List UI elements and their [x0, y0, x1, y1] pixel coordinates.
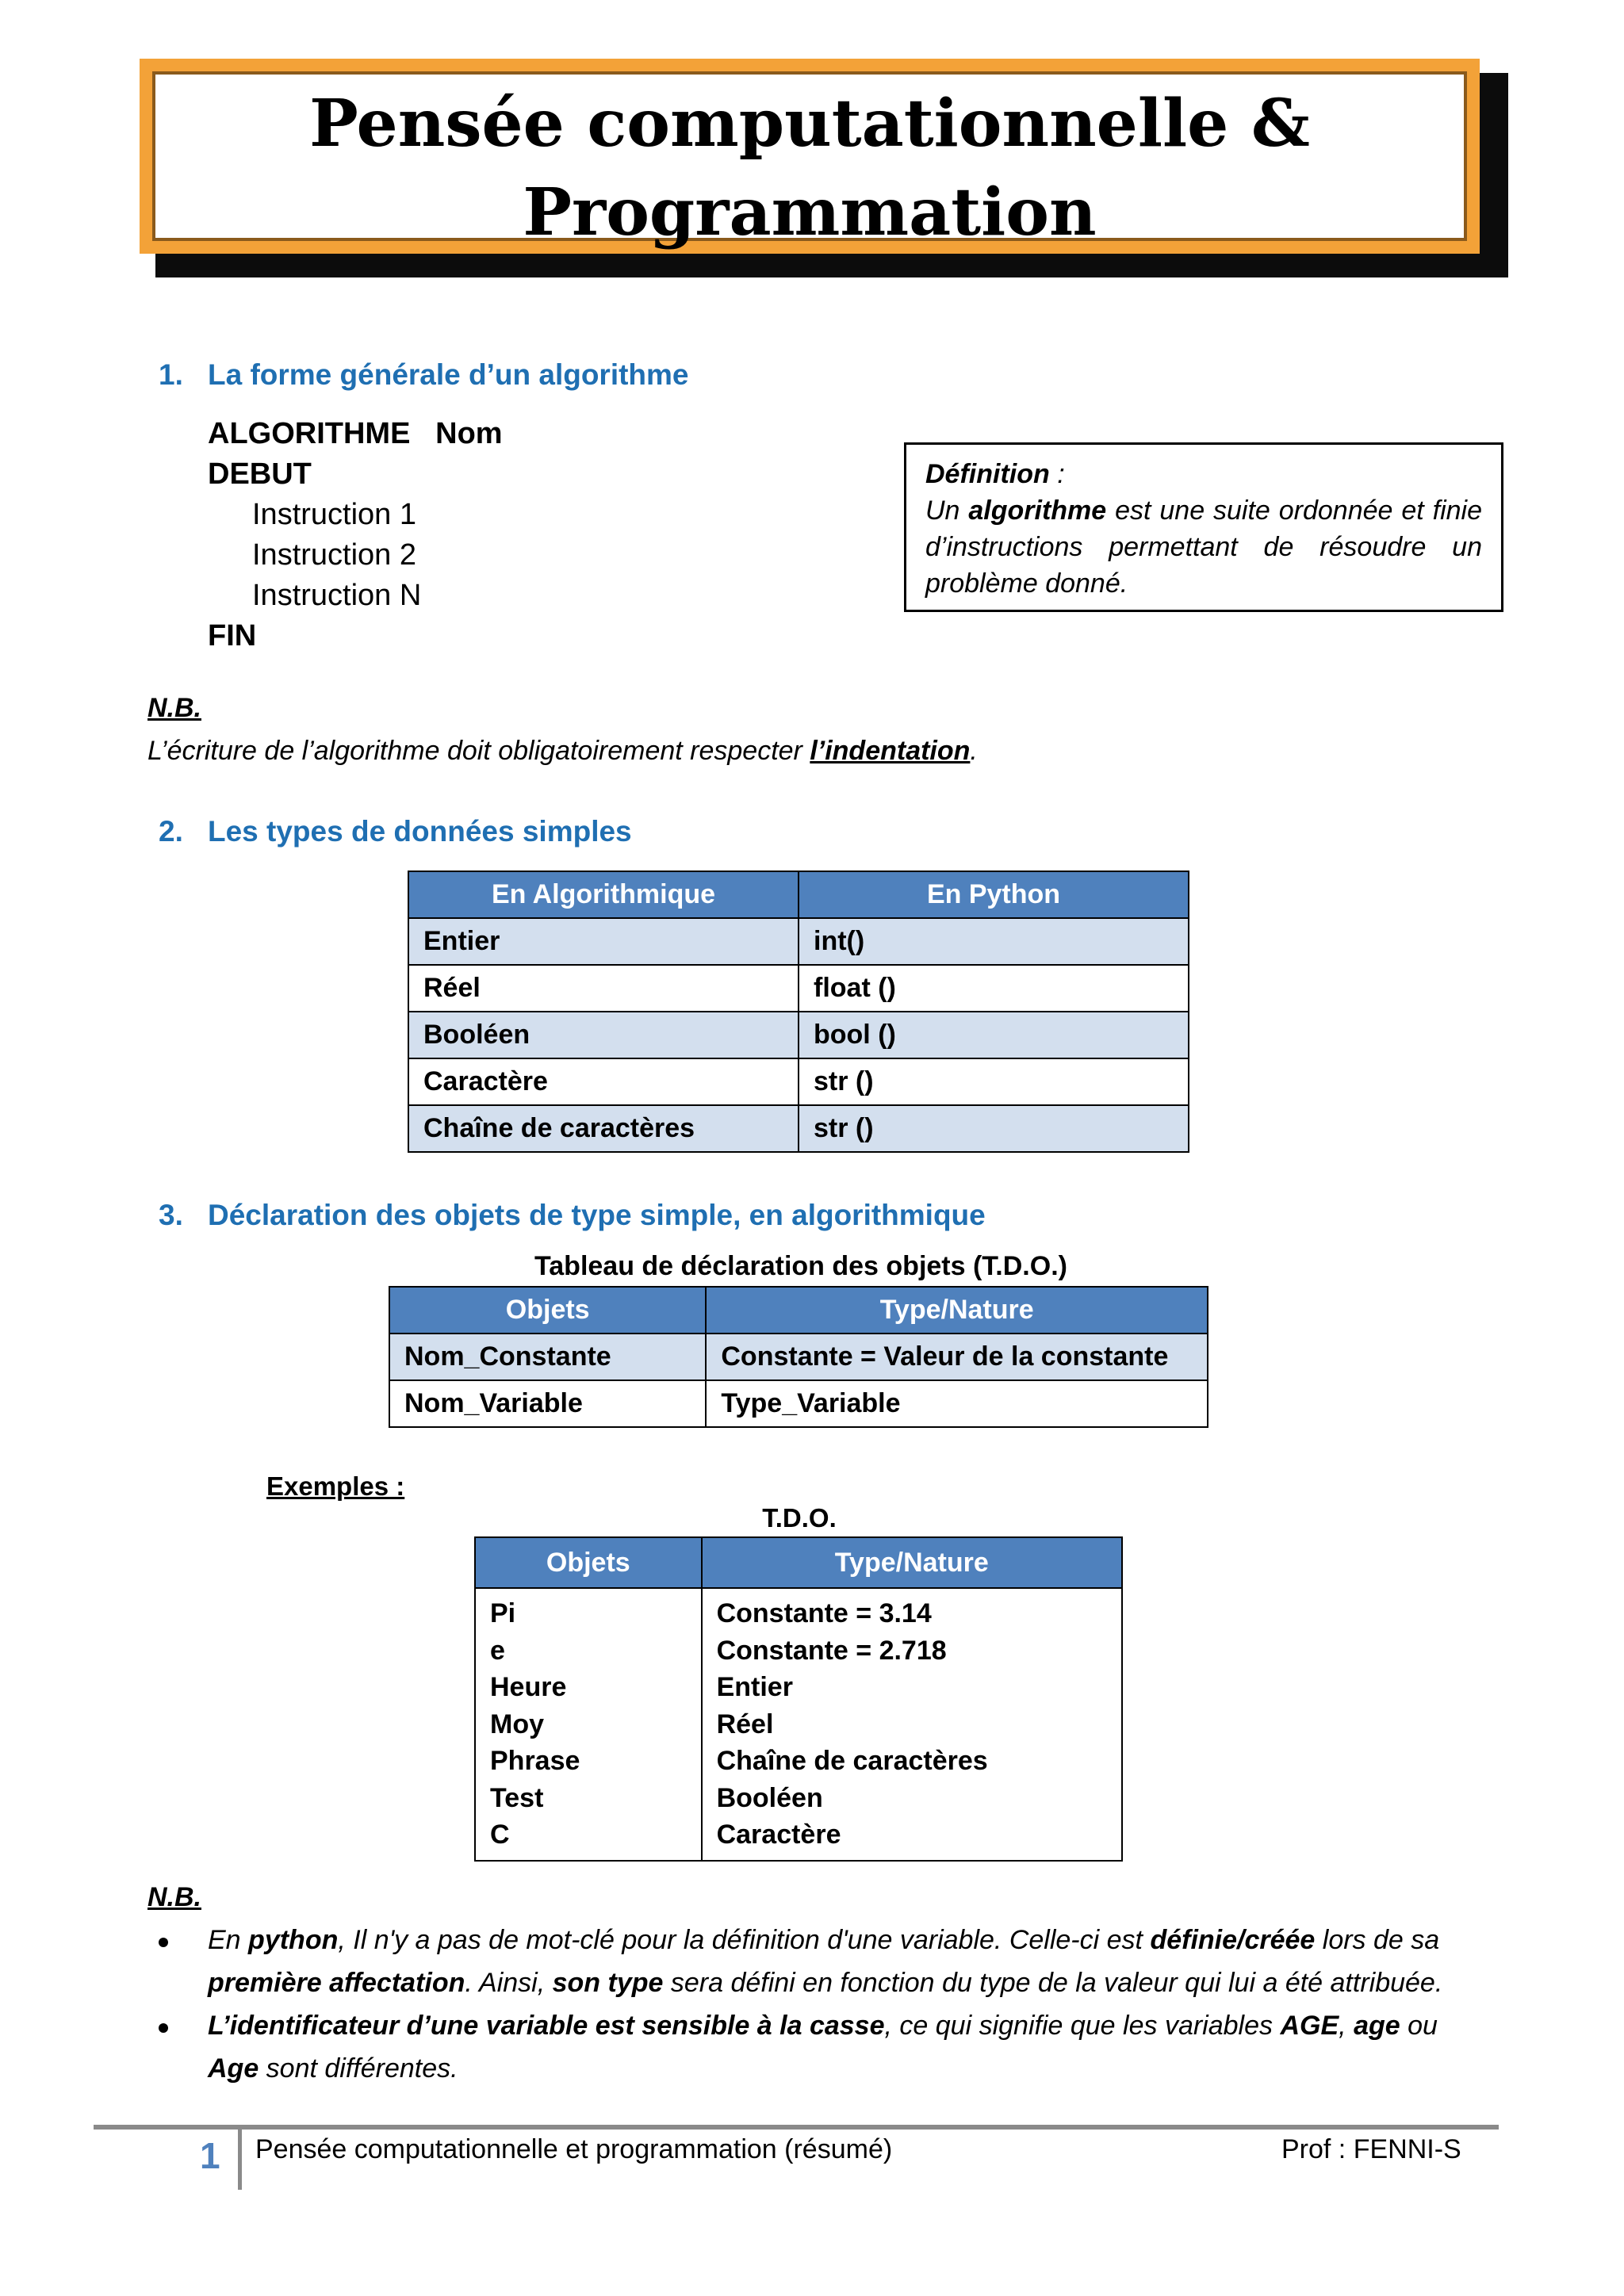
section1-title: La forme générale d’un algorithme	[208, 358, 689, 391]
type-item: Caractère	[716, 1820, 841, 1850]
objet-item: e	[490, 1635, 505, 1666]
types-table	[408, 871, 1189, 1153]
tdo-caption: Tableau de déclaration des objets (T.D.O.)	[534, 1251, 1067, 1281]
table-header: Type/Nature	[706, 1287, 1208, 1334]
table-row	[408, 965, 1189, 1012]
footer-divider	[94, 2125, 1499, 2130]
footer-title: Pensée computationnelle et programmation (résumé)	[255, 2134, 893, 2164]
footer-vertical-divider	[238, 2130, 242, 2190]
type-item: Entier	[716, 1672, 793, 1702]
table-header-row	[408, 871, 1189, 918]
nb2-title: N.B.	[147, 1882, 201, 1912]
type-item: Réel	[716, 1709, 774, 1739]
bullet1-text: En	[208, 1925, 249, 1955]
table-header: Objets	[389, 1287, 706, 1334]
definition-term: algorithme	[968, 496, 1107, 526]
type-item: Constante = 2.718	[716, 1635, 947, 1666]
table-cell: Nom_Constante	[389, 1334, 706, 1380]
objet-item: Test	[490, 1782, 544, 1813]
table-cell: Type_Variable	[706, 1380, 1208, 1427]
nb1-text-before: L’écriture de l’algorithme doit obligatoirement respecter	[147, 736, 810, 766]
bullet1-bold: python	[248, 1925, 339, 1955]
table-row	[389, 1334, 1208, 1380]
algo-debut: DEBUT	[208, 457, 312, 491]
section1-number: 1.	[159, 358, 183, 391]
section3-title: Déclaration des objets de type simple, en algorithmique	[208, 1199, 986, 1231]
footer-author: Prof : FENNI-S	[1281, 2134, 1461, 2164]
objet-item: Phrase	[490, 1746, 580, 1776]
algo-keyword: ALGORITHME	[208, 417, 411, 450]
algo-instruction: Instruction 2	[252, 538, 416, 572]
definition-box	[904, 442, 1503, 612]
table-row	[389, 1380, 1208, 1427]
table-header: Type/Nature	[702, 1537, 1122, 1588]
table-row	[408, 1105, 1189, 1152]
definition-prefix: Un	[925, 496, 969, 526]
type-item: Constante = 3.14	[716, 1598, 932, 1628]
bullet1-bold: son type	[552, 1968, 664, 1998]
table-header: En Algorithmique	[408, 871, 799, 918]
bullet1-bold: définie/créée	[1150, 1925, 1316, 1955]
table-cell: Entier	[408, 918, 799, 965]
example-tdo-table	[474, 1536, 1123, 1862]
bullet2-bold: AGE	[1280, 2011, 1339, 2041]
table-row	[408, 918, 1189, 965]
bullet2-text: ou	[1400, 2011, 1438, 2041]
table-cell: Nom_Variable	[389, 1380, 706, 1427]
section1-heading	[159, 358, 689, 392]
objet-item: Moy	[490, 1709, 544, 1739]
algo-fin: FIN	[208, 619, 257, 652]
algo-header	[208, 414, 503, 454]
tdo-table	[389, 1286, 1208, 1428]
page-title-line1: Pensée computationnelle &	[309, 86, 1310, 162]
bullet2-text: sont différentes.	[259, 2053, 458, 2084]
algo-name: Nom	[435, 417, 503, 450]
table-cell: Booléen	[408, 1012, 799, 1058]
table-cell: str ()	[799, 1105, 1189, 1152]
nb1-title: N.B.	[147, 693, 201, 723]
objet-item: C	[490, 1820, 510, 1850]
table-cell: Chaîne de caractères	[408, 1105, 799, 1152]
bullet2-bold: Age	[208, 2053, 259, 2084]
table-row	[475, 1588, 1122, 1861]
algo-instruction: Instruction 1	[252, 498, 416, 531]
table-cell: Réel	[408, 965, 799, 1012]
table-row	[408, 1058, 1189, 1105]
table-cell: int()	[799, 918, 1189, 965]
definition-colon: :	[1049, 459, 1065, 489]
examples-label: Exemples :	[266, 1471, 405, 1501]
section3-number: 3.	[159, 1199, 183, 1231]
table-cell: bool ()	[799, 1012, 1189, 1058]
page-title	[140, 79, 1480, 257]
objet-item: Pi	[490, 1598, 516, 1628]
table-cell: Caractère	[408, 1058, 799, 1105]
bullet2-bold: L’identificateur d’une variable est sensible à la casse	[208, 2011, 885, 2041]
type-item: Chaîne de caractères	[716, 1746, 988, 1776]
bullet-icon	[159, 2023, 168, 2033]
bullet1-text: sera défini en fonction du type de la valeur qui lui a été attribuée.	[663, 1968, 1443, 1998]
page-number: 1	[200, 2135, 220, 2176]
bullet1-text: lors de sa	[1315, 1925, 1440, 1955]
table-header-row	[389, 1287, 1208, 1334]
objets-cell	[475, 1588, 702, 1861]
definition-label: Définition	[925, 459, 1050, 489]
table-cell: float ()	[799, 965, 1189, 1012]
algo-instruction: Instruction N	[252, 579, 422, 612]
bullet2-text: ,	[1339, 2011, 1354, 2041]
table-row	[408, 1012, 1189, 1058]
bullet1-bold: première affectation	[208, 1968, 465, 1998]
nb2-bullet-2	[208, 2004, 1492, 2090]
types-cell	[702, 1588, 1122, 1861]
nb1-text-after: .	[970, 736, 978, 766]
section2-heading	[159, 815, 632, 848]
nb1-emphasis: l’indentation	[810, 736, 971, 766]
definition-text: est une suite ordonnée et finie d’instructions permettant de résoudre un problème donné.	[925, 496, 1482, 599]
example-caption: T.D.O.	[762, 1503, 837, 1533]
page-title-line2: Programmation	[523, 174, 1097, 251]
section3-heading	[159, 1199, 986, 1232]
table-header: Objets	[475, 1537, 702, 1588]
algorithm-template	[208, 414, 503, 656]
table-header-row	[475, 1537, 1122, 1588]
objet-item: Heure	[490, 1672, 567, 1702]
table-header: En Python	[799, 871, 1189, 918]
bullet1-text: , Il n'y a pas de mot-clé pour la définition d'une variable. Celle-ci est	[338, 1925, 1151, 1955]
section2-title: Les types de données simples	[208, 815, 632, 848]
section2-number: 2.	[159, 815, 183, 848]
table-cell: Constante = Valeur de la constante	[706, 1334, 1208, 1380]
bullet2-bold: age	[1354, 2011, 1400, 2041]
bullet-icon	[159, 1938, 168, 1947]
nb1-text	[147, 736, 978, 767]
bullet1-text: . Ainsi,	[465, 1968, 553, 1998]
bullet2-text: , ce qui signifie que les variables	[884, 2011, 1281, 2041]
nb2-bullet-1	[208, 1919, 1492, 2004]
type-item: Booléen	[716, 1782, 823, 1813]
table-cell: str ()	[799, 1058, 1189, 1105]
